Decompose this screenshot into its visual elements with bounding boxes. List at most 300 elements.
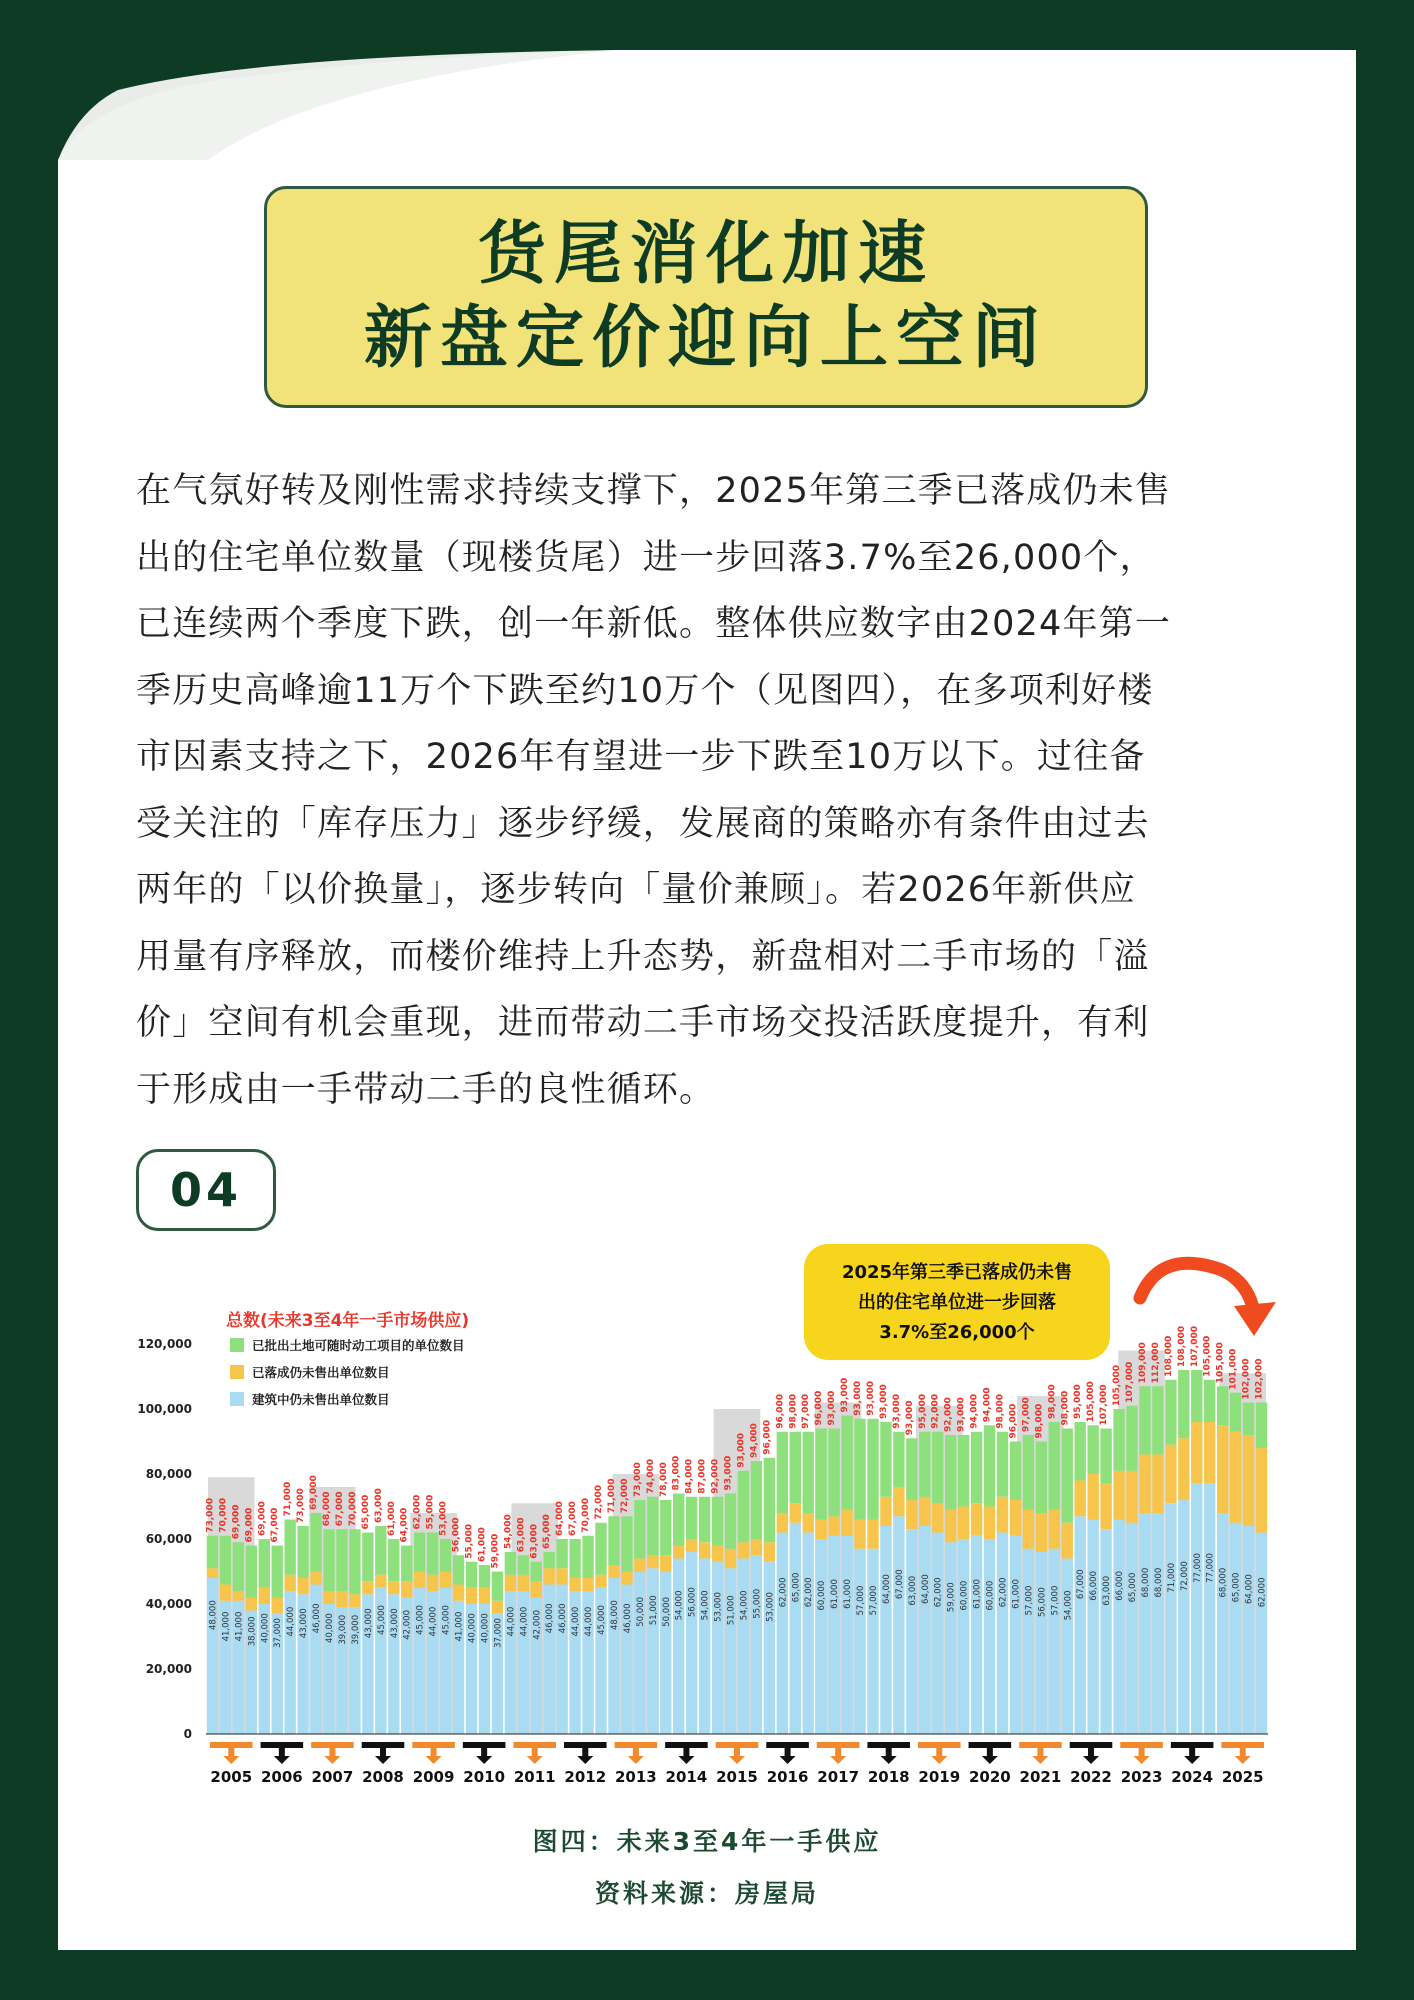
bar-segment-land-approved: [880, 1422, 891, 1497]
bar-segment-completed-unsold: [518, 1575, 529, 1591]
total-value-label: 62,000: [412, 1494, 423, 1530]
bar-segment-land-approved: [893, 1432, 904, 1487]
bar-segment-land-approved: [272, 1546, 283, 1598]
headline-line-2: 新盘定价迎向上空间: [363, 299, 1048, 378]
bar-segment-under-construction: [971, 1536, 982, 1734]
bar-segment-land-approved: [1256, 1403, 1267, 1449]
legend-swatch: [230, 1338, 244, 1352]
body-paragraph: [136, 458, 1300, 1123]
year-label: 2022: [1070, 1768, 1112, 1786]
bar-segment-land-approved: [764, 1458, 775, 1543]
blue-value-label: 65,000: [1231, 1572, 1242, 1603]
year-bracket-arrow: [1120, 1742, 1163, 1764]
bar-segment-completed-unsold: [867, 1520, 878, 1549]
bar-segment-land-approved: [738, 1471, 749, 1543]
bar-segment-completed-unsold: [1243, 1435, 1254, 1526]
year-label: 2008: [362, 1768, 404, 1786]
bar-segment-completed-unsold: [362, 1581, 373, 1594]
bar-segment-land-approved: [427, 1533, 438, 1575]
legend-label: 已批出土地可随时动工项目的单位数目: [252, 1338, 465, 1353]
bar-segment-under-construction: [738, 1559, 749, 1735]
bar-segment-completed-unsold: [1256, 1448, 1267, 1533]
bar-segment-land-approved: [1062, 1429, 1073, 1523]
year-label: 2019: [918, 1768, 961, 1786]
total-value-label: 93,000: [891, 1394, 902, 1429]
y-tick-label: 60,000: [145, 1532, 192, 1546]
bar-segment-under-construction: [1217, 1513, 1228, 1734]
bar-segment-completed-unsold: [738, 1542, 749, 1558]
blue-value-label: 62,000: [1257, 1577, 1268, 1608]
bar-segment-land-approved: [867, 1419, 878, 1520]
total-value-label: 55,000: [464, 1524, 475, 1559]
total-value-label: 78,000: [658, 1462, 669, 1497]
bar-segment-completed-unsold: [582, 1578, 593, 1591]
red-arrow-head-icon: [1234, 1302, 1276, 1336]
bar-segment-completed-unsold: [841, 1510, 852, 1536]
blue-value-label: 64,000: [1244, 1574, 1255, 1604]
bar-segment-land-approved: [220, 1536, 231, 1585]
total-value-label: 65,000: [360, 1494, 371, 1530]
blue-value-label: 77,000: [1205, 1553, 1216, 1583]
total-value-label: 112,000: [1150, 1342, 1161, 1384]
bar-segment-land-approved: [323, 1529, 334, 1591]
blue-value-label: 46,000: [558, 1603, 569, 1634]
bar-segment-completed-unsold: [272, 1598, 283, 1614]
bar-segment-completed-unsold: [764, 1542, 775, 1562]
blue-value-label: 55,000: [752, 1588, 763, 1619]
bar-segment-land-approved: [349, 1529, 360, 1594]
bar-segment-completed-unsold: [1100, 1484, 1111, 1530]
total-value-label: 93,000: [840, 1377, 851, 1413]
bar-segment-under-construction: [1152, 1513, 1163, 1734]
total-value-label: 97,000: [801, 1394, 812, 1429]
blue-value-label: 45,000: [597, 1605, 608, 1635]
bar-segment-completed-unsold: [259, 1588, 270, 1604]
blue-value-label: 42,000: [402, 1610, 413, 1640]
year-label: 2013: [614, 1768, 657, 1786]
bar-segment-under-construction: [841, 1536, 852, 1734]
bar-segment-completed-unsold: [919, 1497, 930, 1526]
bar-segment-completed-unsold: [1075, 1481, 1086, 1517]
blue-value-label: 43,000: [299, 1608, 310, 1639]
total-value-label: 84,000: [684, 1459, 695, 1494]
year-bracket-arrow: [311, 1742, 354, 1764]
bar-segment-land-approved: [816, 1429, 827, 1520]
bar-segment-land-approved: [841, 1416, 852, 1510]
bar-segment-under-construction: [1087, 1520, 1098, 1735]
bar-segment-land-approved: [479, 1565, 490, 1588]
bar-segment-completed-unsold: [1049, 1510, 1060, 1549]
year-bracket-arrow: [564, 1742, 607, 1764]
bar-segment-land-approved: [1165, 1380, 1176, 1445]
callout-text: 3.7%至26,000个: [879, 1322, 1035, 1343]
bar-segment-land-approved: [660, 1500, 671, 1555]
blue-value-label: 37,000: [493, 1618, 504, 1648]
bar-segment-completed-unsold: [233, 1591, 244, 1601]
bar-segment-completed-unsold: [1230, 1432, 1241, 1523]
y-tick-label: 20,000: [145, 1662, 192, 1676]
paragraph-line: 季历史高峰逾11万个下跌至约10万个（见图四），在多项利好楼: [136, 670, 1154, 711]
bar-segment-under-construction: [790, 1523, 801, 1734]
y-tick-label: 40,000: [145, 1597, 192, 1611]
total-value-label: 74,000: [645, 1459, 656, 1494]
bar-segment-land-approved: [453, 1555, 464, 1584]
legend-label: 建筑中仍未售出单位数目: [252, 1392, 390, 1407]
total-value-label: 61,000: [386, 1501, 397, 1536]
bar-segment-completed-unsold: [375, 1575, 386, 1588]
bar-segment-land-approved: [790, 1432, 801, 1504]
total-value-label: 61,000: [477, 1527, 488, 1562]
bar-segment-completed-unsold: [556, 1568, 567, 1584]
blue-value-label: 65,000: [1128, 1572, 1139, 1603]
total-value-label: 92,000: [930, 1394, 941, 1429]
blue-value-label: 54,000: [1063, 1590, 1074, 1621]
paragraph-line: 已连续两个季度下跌，创一年新低。整体供应数字由2024年第一: [136, 604, 1172, 644]
blue-value-label: 65,000: [791, 1572, 802, 1603]
red-curved-arrow-icon: [1140, 1263, 1254, 1312]
bar-segment-under-construction: [1049, 1549, 1060, 1734]
bar-segment-completed-unsold: [958, 1507, 969, 1540]
year-bracket-arrow: [615, 1742, 658, 1764]
total-value-label: 65,000: [542, 1514, 553, 1549]
bar-segment-under-construction: [1165, 1503, 1176, 1734]
bar-segment-under-construction: [906, 1529, 917, 1734]
callout-text: 2025年第三季已落成仍未售: [841, 1262, 1073, 1283]
blue-value-label: 54,000: [674, 1590, 685, 1621]
year-bracket-arrow: [261, 1742, 304, 1764]
bar-segment-land-approved: [725, 1494, 736, 1549]
bar-segment-land-approved: [712, 1497, 723, 1546]
blue-value-label: 37,000: [273, 1618, 284, 1648]
bar-segment-completed-unsold: [673, 1546, 684, 1559]
blue-value-label: 40,000: [467, 1613, 478, 1643]
supply-stacked-bar-chart: [130, 1240, 1290, 1790]
bar-segment-under-construction: [828, 1536, 839, 1734]
bar-segment-land-approved: [997, 1432, 1008, 1497]
blue-value-label: 51,000: [726, 1595, 737, 1626]
paragraph-line: 价」空间有机会重现，进而带动二手市场交投活跃度提升，有利: [136, 1003, 1150, 1043]
blue-value-label: 40,000: [480, 1613, 491, 1643]
legend-swatch: [230, 1365, 244, 1379]
bar-segment-completed-unsold: [893, 1487, 904, 1516]
bar-segment-completed-unsold: [453, 1585, 464, 1601]
bar-segment-land-approved: [1230, 1393, 1241, 1432]
bar-segment-under-construction: [816, 1539, 827, 1734]
bar-segment-completed-unsold: [246, 1598, 257, 1611]
bar-segment-land-approved: [686, 1497, 697, 1539]
bar-segment-completed-unsold: [712, 1546, 723, 1562]
total-value-label: 83,000: [671, 1455, 682, 1491]
bar-segment-under-construction: [1023, 1549, 1034, 1734]
blue-value-label: 57,000: [1024, 1585, 1035, 1616]
bar-segment-land-approved: [699, 1497, 710, 1543]
bar-segment-completed-unsold: [790, 1503, 801, 1523]
bar-segment-completed-unsold: [440, 1572, 451, 1588]
total-value-label: 107,000: [1189, 1326, 1200, 1367]
total-value-label: 93,000: [723, 1455, 734, 1491]
blue-value-label: 48,000: [208, 1600, 219, 1630]
year-bracket-arrow: [1070, 1742, 1113, 1764]
total-value-label: 98,000: [1060, 1390, 1071, 1426]
total-value-label: 95,000: [917, 1394, 928, 1429]
blue-value-label: 45,000: [415, 1605, 426, 1635]
total-value-label: 96,000: [775, 1394, 786, 1429]
total-value-label: 59,000: [490, 1533, 501, 1569]
year-bracket-arrow: [1171, 1742, 1214, 1764]
blue-value-label: 54,000: [700, 1590, 711, 1621]
bar-segment-land-approved: [1087, 1425, 1098, 1474]
bar-segment-completed-unsold: [569, 1578, 580, 1591]
year-bracket-arrow: [716, 1742, 759, 1764]
bar-segment-land-approved: [582, 1536, 593, 1578]
total-value-label: 70,000: [581, 1498, 592, 1533]
bar-segment-land-approved: [919, 1432, 930, 1497]
blue-value-label: 57,000: [856, 1585, 867, 1616]
paragraph-line: 于形成由一手带动二手的良性循环。: [136, 1069, 716, 1110]
bar-segment-under-construction: [919, 1526, 930, 1734]
bar-segment-completed-unsold: [401, 1581, 412, 1597]
total-value-label: 70,000: [347, 1491, 358, 1527]
bar-segment-completed-unsold: [751, 1539, 762, 1555]
blue-value-label: 39,000: [337, 1614, 348, 1645]
blue-value-label: 62,000: [778, 1577, 789, 1608]
paragraph-line: 在气氛好转及刚性需求持续支撑下，2025年第三季已落成仍未售: [136, 471, 1172, 511]
total-value-label: 64,000: [399, 1507, 410, 1543]
blue-value-label: 44,000: [286, 1606, 297, 1637]
blue-value-label: 38,000: [247, 1616, 258, 1647]
callout-text: 出的住宅单位进一步回落: [858, 1292, 1056, 1313]
bar-segment-land-approved: [647, 1497, 658, 1556]
year-bracket-arrow: [1019, 1742, 1062, 1764]
year-bracket-arrow: [412, 1742, 455, 1764]
page-curl-decoration: [58, 50, 618, 160]
total-value-label: 93,000: [878, 1384, 889, 1419]
bar-segment-completed-unsold: [207, 1568, 218, 1578]
year-bracket-arrow: [463, 1742, 506, 1764]
bar-segment-completed-unsold: [984, 1507, 995, 1540]
blue-value-label: 50,000: [661, 1597, 672, 1627]
bar-segment-completed-unsold: [1062, 1523, 1073, 1559]
blue-value-label: 67,000: [894, 1569, 905, 1600]
blue-value-label: 60,000: [959, 1580, 970, 1611]
blue-value-label: 60,000: [817, 1580, 828, 1611]
bar-segment-completed-unsold: [608, 1565, 619, 1578]
total-value-label: 73,000: [296, 1488, 307, 1523]
paragraph-line: 出的住宅单位数量（现楼货尾）进一步回落3.7%至26,000个，: [136, 537, 1156, 578]
total-value-label: 56,000: [451, 1517, 462, 1553]
bar-segment-land-approved: [1113, 1409, 1124, 1471]
bar-segment-completed-unsold: [997, 1497, 1008, 1533]
total-value-label: 93,000: [853, 1381, 864, 1416]
bar-segment-completed-unsold: [634, 1559, 645, 1572]
year-label: 2018: [867, 1768, 910, 1786]
blue-value-label: 66,000: [1089, 1571, 1100, 1601]
bar-segment-land-approved: [673, 1494, 684, 1546]
bar-segment-land-approved: [440, 1539, 451, 1572]
blue-value-label: 66,000: [1115, 1571, 1126, 1601]
year-bracket-arrow: [1221, 1742, 1264, 1764]
bar-segment-completed-unsold: [699, 1542, 710, 1558]
bar-segment-under-construction: [1075, 1516, 1086, 1734]
bar-segment-land-approved: [621, 1516, 632, 1571]
blue-value-label: 48,000: [609, 1600, 620, 1630]
year-label: 2021: [1019, 1768, 1062, 1786]
bar-segment-completed-unsold: [544, 1568, 555, 1584]
bar-segment-under-construction: [997, 1533, 1008, 1735]
bar-segment-completed-unsold: [297, 1578, 308, 1594]
total-value-label: 63,000: [529, 1524, 540, 1559]
year-bracket-arrow: [513, 1742, 556, 1764]
blue-value-label: 40,000: [260, 1613, 271, 1643]
blue-value-label: 41,000: [234, 1611, 245, 1642]
blue-value-label: 40,000: [325, 1613, 336, 1643]
paragraph-line: 市因素支持之下，2026年有望进一步下跌至10万以下。过往备: [136, 737, 1146, 777]
bar-segment-under-construction: [1100, 1529, 1111, 1734]
total-value-label: 68,000: [322, 1491, 333, 1527]
bar-segment-under-construction: [1113, 1520, 1124, 1735]
bar-segment-land-approved: [1243, 1403, 1254, 1436]
year-bracket-arrow: [665, 1742, 708, 1764]
bar-segment-completed-unsold: [1126, 1471, 1137, 1523]
total-value-label: 108,000: [1176, 1326, 1187, 1367]
bar-segment-under-construction: [764, 1562, 775, 1734]
bar-segment-land-approved: [505, 1552, 516, 1575]
bar-segment-land-approved: [971, 1432, 982, 1504]
bar-segment-land-approved: [945, 1435, 956, 1510]
year-label: 2011: [513, 1768, 556, 1786]
bar-segment-land-approved: [336, 1529, 347, 1591]
headline-box: [264, 186, 1148, 408]
bar-segment-land-approved: [828, 1429, 839, 1517]
blue-value-label: 44,000: [428, 1606, 439, 1637]
bar-segment-completed-unsold: [310, 1572, 321, 1585]
bar-segment-under-construction: [777, 1533, 788, 1735]
bar-segment-completed-unsold: [220, 1585, 231, 1601]
bar-segment-completed-unsold: [479, 1588, 490, 1604]
bar-segment-under-construction: [634, 1572, 645, 1735]
blue-value-label: 39,000: [350, 1614, 361, 1645]
year-label: 2023: [1120, 1768, 1163, 1786]
year-label: 2017: [817, 1768, 860, 1786]
paragraph-line: 两年的「以价换量」，逐步转向「量价兼顾」。若2026年新供应: [136, 870, 1137, 910]
bar-segment-completed-unsold: [466, 1588, 477, 1604]
blue-value-label: 46,000: [622, 1603, 633, 1634]
bar-segment-completed-unsold: [1152, 1455, 1163, 1514]
bar-segment-under-construction: [686, 1552, 697, 1734]
year-label: 2012: [564, 1768, 607, 1786]
bar-segment-under-construction: [1126, 1523, 1137, 1734]
year-label: 2006: [260, 1768, 303, 1786]
total-value-label: 71,000: [283, 1481, 294, 1517]
bar-segment-under-construction: [1204, 1484, 1215, 1734]
bar-segment-land-approved: [259, 1539, 270, 1588]
bar-segment-land-approved: [414, 1533, 425, 1572]
blue-value-label: 50,000: [635, 1597, 646, 1627]
blue-value-label: 64,000: [920, 1574, 931, 1604]
year-bracket-arrow: [210, 1742, 253, 1764]
total-value-label: 105,000: [1086, 1381, 1097, 1423]
bar-segment-completed-unsold: [803, 1513, 814, 1533]
total-value-label: 94,000: [969, 1394, 980, 1429]
year-label: 2024: [1171, 1768, 1214, 1786]
bar-segment-completed-unsold: [427, 1575, 438, 1591]
bar-segment-completed-unsold: [323, 1591, 334, 1604]
bar-segment-land-approved: [854, 1419, 865, 1520]
bar-segment-completed-unsold: [285, 1575, 296, 1591]
year-label: 2010: [463, 1768, 506, 1786]
blue-value-label: 63,000: [1102, 1575, 1113, 1606]
bar-segment-land-approved: [362, 1533, 373, 1582]
blue-value-label: 51,000: [648, 1595, 659, 1626]
bar-segment-completed-unsold: [854, 1520, 865, 1549]
blue-value-label: 62,000: [933, 1577, 944, 1608]
blue-value-label: 64,000: [881, 1574, 892, 1604]
bar-segment-land-approved: [1204, 1380, 1215, 1422]
bar-segment-land-approved: [932, 1432, 943, 1504]
bar-segment-completed-unsold: [932, 1503, 943, 1532]
bar-segment-completed-unsold: [1204, 1422, 1215, 1484]
bar-segment-under-construction: [1036, 1552, 1047, 1734]
bar-segment-completed-unsold: [1217, 1425, 1228, 1513]
bar-segment-under-construction: [958, 1539, 969, 1734]
total-value-label: 105,000: [1215, 1342, 1226, 1384]
year-label: 2014: [665, 1768, 708, 1786]
figure-number-badge: 04: [136, 1149, 276, 1231]
total-value-label: 72,000: [594, 1485, 605, 1520]
total-value-label: 102,000: [1241, 1358, 1252, 1400]
bar-segment-completed-unsold: [492, 1601, 503, 1614]
bar-segment-completed-unsold: [336, 1591, 347, 1607]
total-value-label: 63,000: [516, 1517, 527, 1553]
bar-segment-land-approved: [1023, 1435, 1034, 1510]
total-value-label: 93,000: [736, 1433, 747, 1468]
year-label: 2025: [1221, 1768, 1264, 1786]
total-value-label: 63,000: [373, 1488, 384, 1523]
bar-segment-under-construction: [1062, 1559, 1073, 1735]
total-value-label: 69,000: [309, 1475, 320, 1510]
total-value-label: 71,000: [606, 1478, 617, 1514]
bar-segment-completed-unsold: [505, 1575, 516, 1591]
total-value-label: 107,000: [1099, 1384, 1110, 1426]
blue-value-label: 44,000: [571, 1606, 582, 1637]
blue-value-label: 72,000: [1179, 1561, 1190, 1591]
total-value-label: 98,000: [995, 1394, 1006, 1429]
year-bracket-arrow: [918, 1742, 961, 1764]
year-label: 2016: [766, 1768, 809, 1786]
blue-value-label: 67,000: [1076, 1569, 1087, 1600]
legend-swatch: [230, 1392, 244, 1406]
total-value-label: 98,000: [788, 1394, 799, 1429]
bar-segment-completed-unsold: [686, 1539, 697, 1552]
blue-value-label: 56,000: [687, 1587, 698, 1617]
blue-value-label: 46,000: [545, 1603, 556, 1634]
bar-segment-land-approved: [777, 1432, 788, 1513]
bar-segment-completed-unsold: [1113, 1471, 1124, 1520]
total-value-label: 105,000: [1112, 1365, 1123, 1406]
y-tick-label: 80,000: [145, 1467, 192, 1481]
bar-segment-land-approved: [1139, 1386, 1150, 1454]
total-value-label: 70,000: [218, 1498, 229, 1533]
blue-value-label: 44,000: [506, 1606, 517, 1637]
bar-segment-under-construction: [647, 1568, 658, 1734]
total-value-label: 55,000: [425, 1494, 436, 1530]
total-value-label: 73,000: [632, 1462, 643, 1497]
bar-segment-land-approved: [1126, 1406, 1137, 1471]
total-value-label: 69,000: [257, 1501, 268, 1536]
bar-segment-completed-unsold: [595, 1575, 606, 1588]
total-value-label: 98,000: [1034, 1403, 1045, 1439]
bar-segment-land-approved: [401, 1546, 412, 1582]
